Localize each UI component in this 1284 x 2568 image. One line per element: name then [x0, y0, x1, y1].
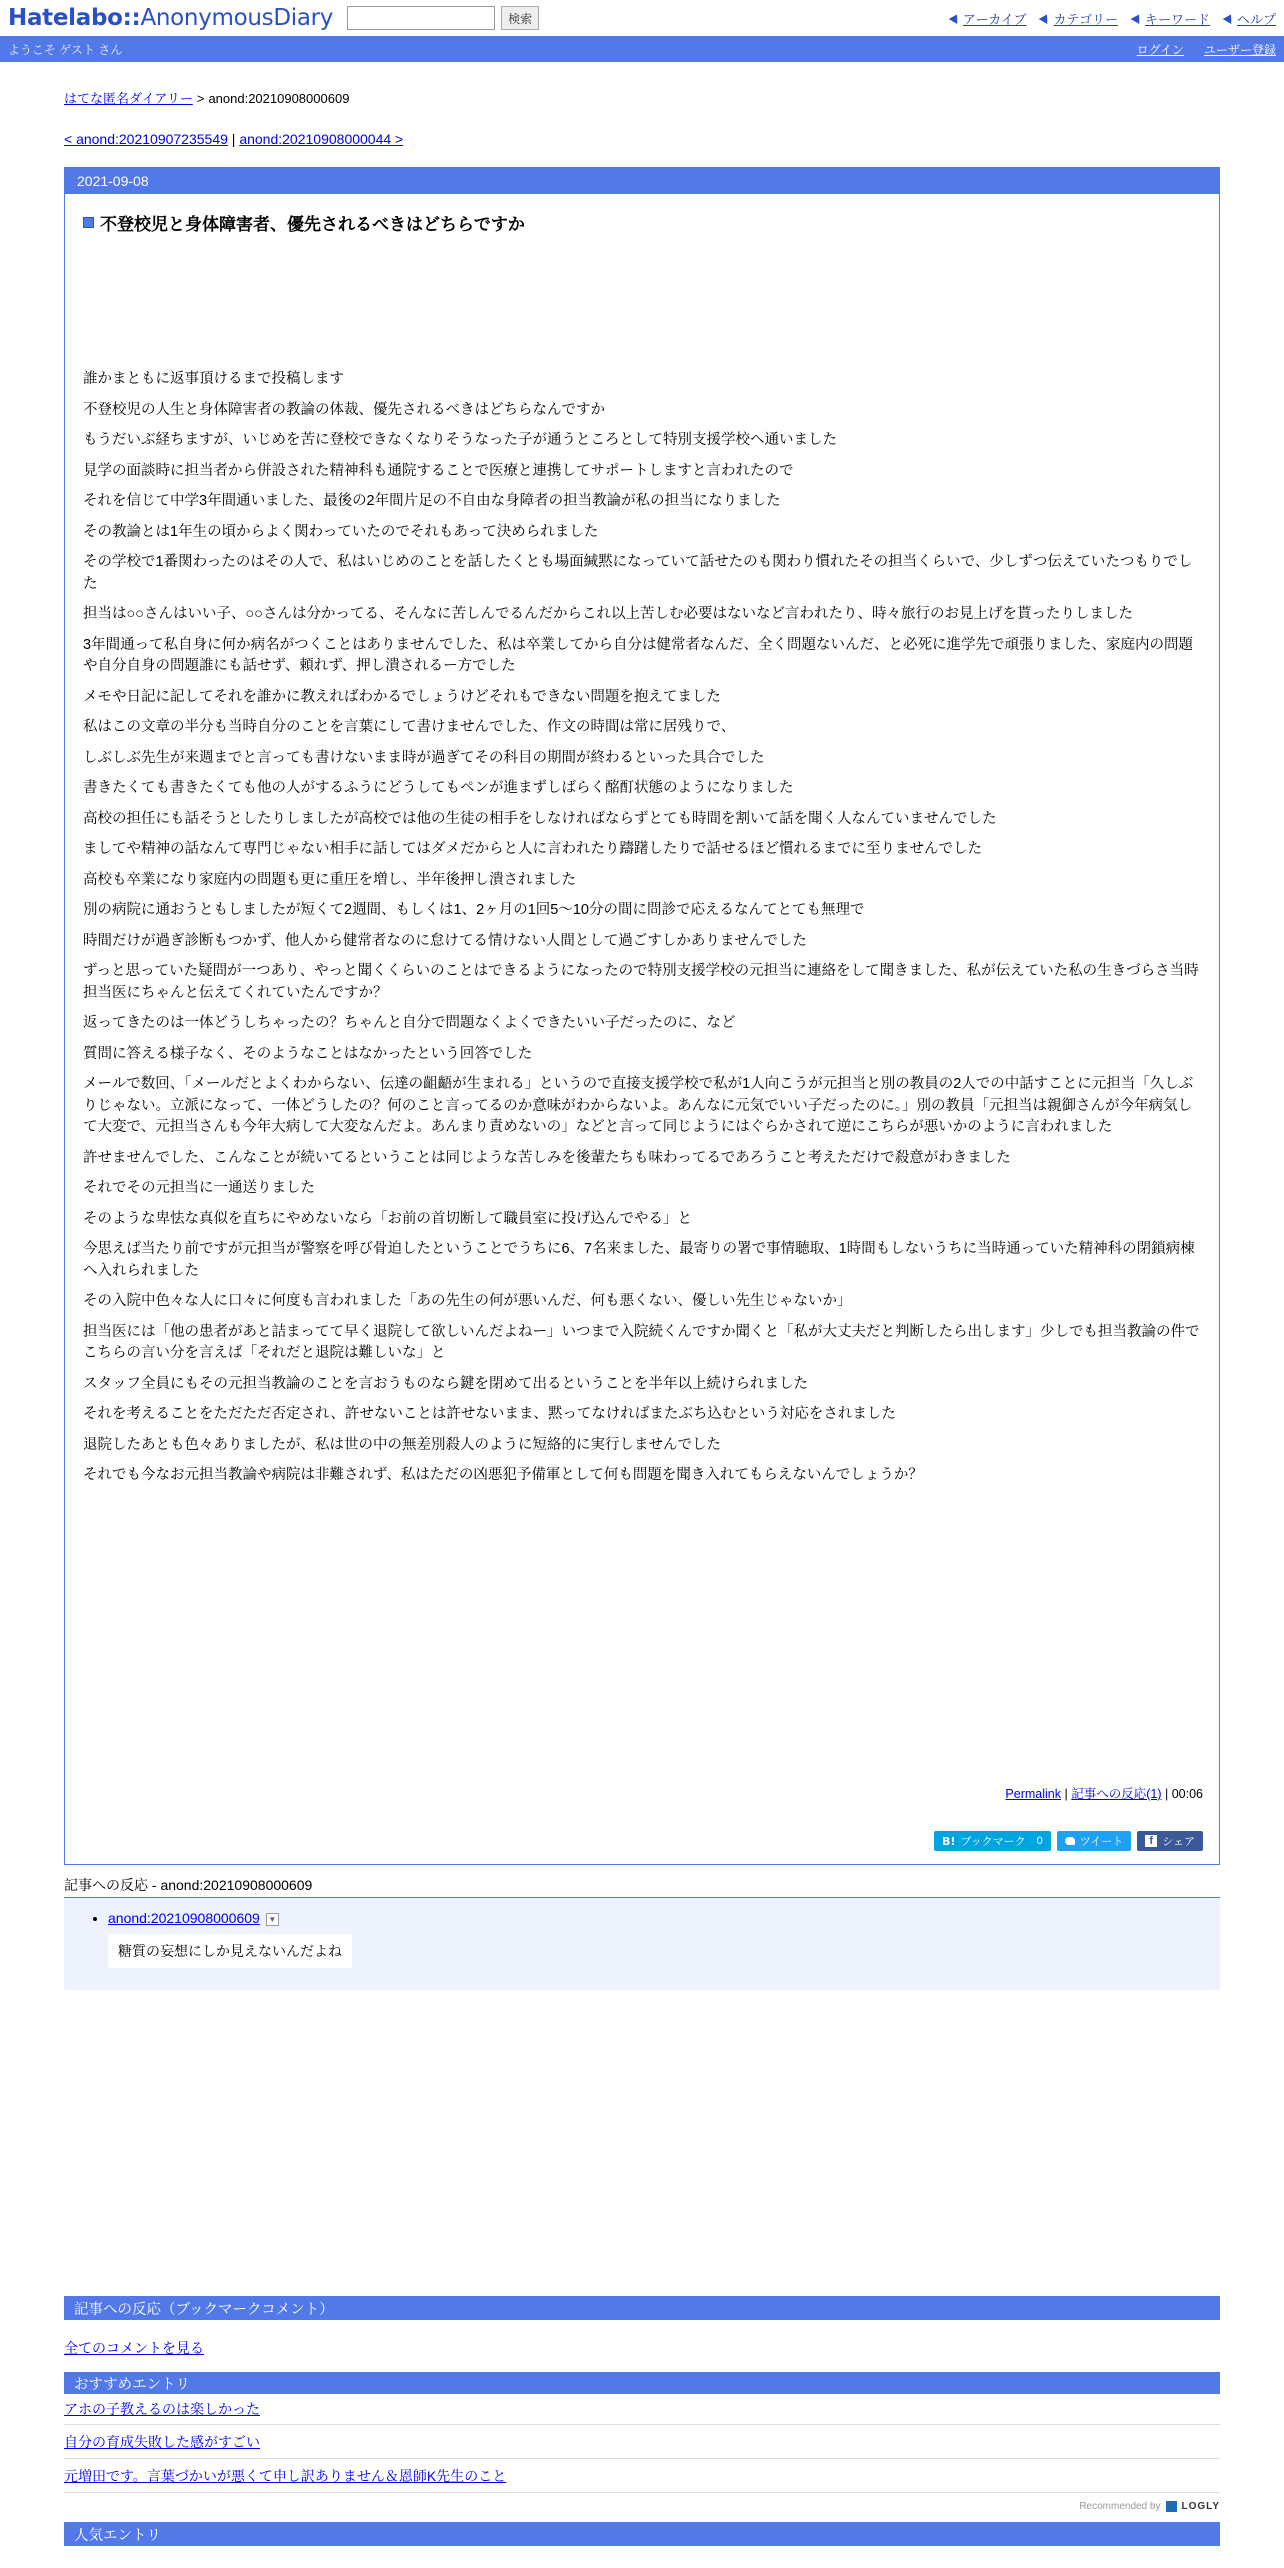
register-link[interactable]: ユーザー登録 — [1203, 42, 1276, 57]
entry-time: 00:06 — [1171, 1787, 1203, 1801]
reaction-item — [108, 1910, 1220, 1968]
entry-paragraph: 高校も卒業になり家庭内の問題も更に重圧を増し、半年後押し潰されました — [83, 871, 576, 888]
reactions-link[interactable]: 記事への反応(1) — [1071, 1787, 1162, 1801]
pager-separator: | — [231, 131, 236, 147]
entry-paragraph: 許せませんでした、こんなことが続いてるということは同じような苦しみを後輩たちも味わってるであろうこと考えただけで殺意がわきました — [83, 1149, 1011, 1166]
nav-keyword[interactable] — [1132, 9, 1210, 28]
arrow-icon — [1039, 12, 1052, 24]
chevron-down-icon[interactable]: ▼ — [266, 1913, 279, 1926]
breadcrumb-current: anond:20210908000609 — [208, 91, 350, 106]
entry-pager — [64, 131, 1220, 147]
entry-paragraph: それを信じて中学3年間通いました、最後の2年間片足の不自由な身障者の担当教論が私の担当になりました — [83, 493, 781, 509]
entry-paragraph: それを考えることをただただ否定され、許せないことは許せないまま、黙ってなければまたぶち込むという対応をされました — [83, 1406, 896, 1422]
entry-title — [83, 210, 1219, 235]
entry-paragraph: その教論とは1年生の頃からよく関わっていたのでそれもあって決められました — [83, 523, 599, 540]
recommended-item — [64, 2394, 1220, 2425]
fb-share-label: シェア — [1162, 1836, 1195, 1848]
hatena-b-icon: B! — [942, 1834, 956, 1848]
entry-paragraph: 担当医には「他の患者があと詰まってて早く退院して欲しいんだよねー」いつまで入院続くんですか聞くと「私が大丈夫だと判断したら出します」少しでも担当教論の件でこちらの言い分を言えば「それだと退院は難しいな」と — [83, 1323, 1200, 1361]
entry-date — [65, 168, 1219, 194]
all-comments-link[interactable]: 全てのコメントを見る — [64, 2340, 204, 2356]
recommended-item — [64, 2459, 1220, 2493]
prev-entry-link[interactable]: < anond:20210907235549 — [64, 131, 228, 147]
share-buttons — [934, 1831, 1203, 1851]
bookmark-label: ブックマーク — [960, 1836, 1026, 1848]
entry-paragraph: ましてや精神の話なんて専門じゃない相手に話してはダメだからと人に言われたり躊躇したりで話せるほど慣れるまでに至りませんでした — [83, 841, 982, 857]
entry-paragraph: 3年間通って私自身に何か病名がつくことはありませんでした、私は卒業してから自分は健常者なんだ、全く問題ないんだ、と必死に進学先で頑張りました、家庭内の問題や自分自身の問題誰にも話せず、頼れず、押し潰されるー方でした — [83, 636, 1194, 674]
entry-paragraph: 退院したあとも色々ありましたが、私は世の中の無差別殺人のように短絡的に実行しませんでした — [83, 1436, 721, 1453]
entry-paragraph: もうだいぶ経ちますが、いじめを苦に登校できなくなりそうなった子が通うところとして特別支援学校へ通いました — [83, 432, 837, 448]
entry-paragraph: 誰かまともに返事頂けるまで投稿します — [83, 371, 344, 387]
twitter-bird-icon — [1065, 1837, 1075, 1845]
main-content — [64, 88, 1220, 2546]
recommended-link[interactable]: 自分の育成失敗した感がすごい — [64, 2433, 260, 2450]
entry-paragraph: ずっと思っていた疑問が一つあり、やっと聞くくらいのことはできるようになったので特別支援学校の元担当に連絡をして聞きました、私が伝えていた私の生きづらさ当時担当医にちゃんと伝えてくれていたんですか？ — [83, 963, 1199, 1001]
recommended-link[interactable]: 元増田です。言葉づかいが悪くて申し訳ありません＆恩師K先生のこと — [64, 2467, 507, 2484]
recommended-heading-text: おすすめエントリ — [74, 2376, 191, 2393]
entry-paragraph: 時間だけが過ぎ診断もつかず、他人から健常者なのに怠けてる情けない人間として過ごすしかありませんでした — [83, 932, 807, 949]
search-input[interactable] — [347, 6, 495, 30]
logo-main: Hatelabo:: — [8, 5, 141, 31]
reactions-heading — [64, 1875, 1220, 1898]
entry-paragraph: それでその元担当に一通送りました — [83, 1180, 315, 1196]
entry-paragraph: スタッフ全員にもその元担当教論のことを言おうものなら鍵を閉めて出るということを半年以上続けられました — [83, 1375, 808, 1392]
entry-paragraph: 質問に答える様子なく、そのようなことはなかったという回答でした — [83, 1045, 533, 1062]
entry-paragraph: メモや日記に記してそれを誰かに教えればわかるでしょうけどそれもできない問題を抱えてました — [83, 688, 721, 705]
popular-heading — [64, 2522, 1220, 2546]
permalink[interactable]: Permalink — [1005, 1787, 1061, 1801]
entry-body — [83, 369, 1203, 1487]
hatena-bookmark-button[interactable] — [934, 1831, 1051, 1851]
recommended-by — [64, 2501, 1220, 2512]
arrow-icon — [1223, 12, 1236, 24]
bookmark-comments-heading — [64, 2296, 1220, 2320]
arrow-icon — [1131, 12, 1144, 24]
facebook-share-button[interactable] — [1137, 1831, 1203, 1851]
recommended-link[interactable]: アホの子教えるのは楽しかった — [64, 2401, 260, 2417]
arrow-icon — [949, 12, 962, 24]
nav-archive-label: アーカイブ — [962, 11, 1027, 27]
recommended-by-label: Recommended by — [1079, 2501, 1161, 2512]
tweet-label: ツイート — [1079, 1836, 1124, 1848]
nav-help[interactable] — [1224, 9, 1276, 28]
entry-paragraph: それでも今なお元担当教論や病院は非難されず、私はただの凶悪犯予備軍として何も問題を聞き入れてもらえないんでしょうか？ — [83, 1467, 923, 1483]
bookmark-count: 0 — [1036, 1835, 1043, 1847]
entry-title-text: 不登校児と身体障害者、優先されるべきはどちらですか — [100, 215, 525, 234]
logly-icon — [1166, 2501, 1177, 2512]
entry-paragraph: 不登校児の人生と身体障害者の教論の体裁、優先されるべきはどちらなんですか — [83, 401, 605, 418]
entry-paragraph: 高校の担任にも話そうとしたりしましたが高校では他の生徒の相手をしなければならずとても時間を割いて話を聞く人なんていませんでした — [83, 810, 997, 827]
reactions-heading-label: 記事への反応 - — [64, 1877, 157, 1893]
next-entry-link[interactable]: anond:20210908000044 > — [239, 131, 404, 147]
breadcrumb — [64, 88, 1220, 107]
entry-link-square-icon[interactable] — [83, 217, 94, 228]
nav-archive[interactable] — [950, 9, 1027, 28]
entry-paragraph: 書きたくても書きたくても他の人がするふうにどうしてもペンが進まずしばらく酩酊状態のようになりました — [83, 780, 794, 796]
recommended-item — [64, 2425, 1220, 2459]
diary-entry — [64, 167, 1220, 1865]
bookmark-comments-heading-text: 記事への反応（ブックマークコメント） — [74, 2301, 334, 2318]
logly-text: LOGLY — [1181, 2501, 1220, 2512]
entry-paragraph: しぶしぶ先生が来週までと言っても書けないまま時が過ぎてその科目の期間が終わるといった具合でした — [83, 749, 765, 766]
recommended-list — [64, 2394, 1220, 2493]
top-bar — [0, 0, 1284, 36]
reaction-link[interactable]: anond:20210908000609 — [108, 1910, 260, 1926]
entry-paragraph: 見学の面談時に担当者から併設された精神科も通院することで医療と連携してサポートしますと言われたので — [83, 462, 794, 479]
all-comments — [64, 2338, 1220, 2358]
nav-category-label: カテゴリー — [1053, 11, 1118, 27]
nav-help-label: ヘルプ — [1236, 11, 1276, 27]
reactions-heading-id: anond:20210908000609 — [160, 1877, 313, 1893]
entry-paragraph: 別の病院に通おうともしましたが短くて2週間、もしくは1、2ヶ月の1回5〜10分の間に問診で応えるなんてとても無理で — [83, 902, 865, 918]
welcome-text: ようこそ ゲスト さん — [8, 42, 123, 57]
entry-paragraph: そのような卑怯な真似を直ちにやめないなら「お前の首切断して職員室に投げ込んでやる」と — [83, 1210, 692, 1227]
site-logo[interactable] — [8, 5, 333, 31]
popular-heading-text: 人気エントリ — [74, 2527, 161, 2544]
entry-paragraph: メールで数回、「メールだとよくわからない、伝達の齟齬が生まれる」というので直接支援学校で私が1人向こうが元担当と別の教員の2人での中話すことに元担当「久しぶりじゃない。立派になって、一体どうしたの？何のこと言ってるのか意味がわからないよ。あんなに元気でいい子だったのに。」別の教員「元担当は親御さんが今年病気して大変で、元担当さんも今年大病して大変なんだよ。あんまり責めないの」などと言って同じようにはぐらかされて逆にこちらが悪いかのように言われました — [83, 1076, 1194, 1135]
entry-paragraph: 担当は○○さんはいい子、○○さんは分かってる、そんなに苦しんでるんだからこれ以上苦しむ必要はないなど言われたり、時々旅行のお見上げを貰ったりしました — [83, 606, 1134, 622]
facebook-icon: f — [1145, 1835, 1157, 1847]
nav-keyword-label: キーワード — [1144, 11, 1210, 27]
login-link[interactable]: ログイン — [1136, 42, 1184, 57]
entry-paragraph: その入院中色々な人に口々に何度も言われました「あの先生の何が悪いんだ、何も悪くない、優しい先生じゃないか」 — [83, 1293, 852, 1309]
top-nav — [950, 9, 1276, 28]
entry-paragraph: その学校で1番関わったのはその人で、私はいじめのことを話したくとも場面緘黙になっていて話せたのも関わり慣れたその担当くらいで、少しずつ伝えていたつもりでした — [83, 554, 1193, 592]
search-button[interactable]: 検索 — [501, 6, 539, 30]
entry-paragraph: 返ってきたのは一体どうしちゃったの？ちゃんと自分で問題なくよくできたいい子だったのに、など — [83, 1015, 736, 1031]
nav-category[interactable] — [1040, 9, 1117, 28]
entry-footer — [1005, 1784, 1203, 1802]
entry-paragraph: 今思えば当たり前ですが元担当が警察を呼び骨迫したということでうちに6、7名来ました、最寄りの署で事情聴取、1時間もしないうちに当時通っていた精神科の閉鎖病棟へ入れられました — [83, 1241, 1195, 1279]
logo-sub: AnonymousDiary — [140, 5, 334, 31]
reactions-list — [64, 1898, 1220, 1990]
footer-separator: | — [1164, 1787, 1169, 1801]
recommended-heading — [64, 2372, 1220, 2394]
logly-logo[interactable] — [1166, 2501, 1220, 2512]
footer-separator: | — [1064, 1787, 1068, 1801]
tweet-button[interactable] — [1057, 1831, 1131, 1851]
entry-date-text: 2021-09-08 — [77, 173, 149, 189]
welcome-bar — [0, 36, 1284, 62]
breadcrumb-home[interactable]: はてな匿名ダイアリー — [64, 91, 193, 106]
reaction-quote: 糖質の妄想にしか見えないんだよね — [108, 1934, 352, 1968]
breadcrumb-separator: > — [196, 91, 205, 106]
entry-paragraph: 私はこの文章の半分も当時自分のことを言葉にして書けませんでした、作文の時間は常に居残りで、 — [83, 719, 736, 735]
